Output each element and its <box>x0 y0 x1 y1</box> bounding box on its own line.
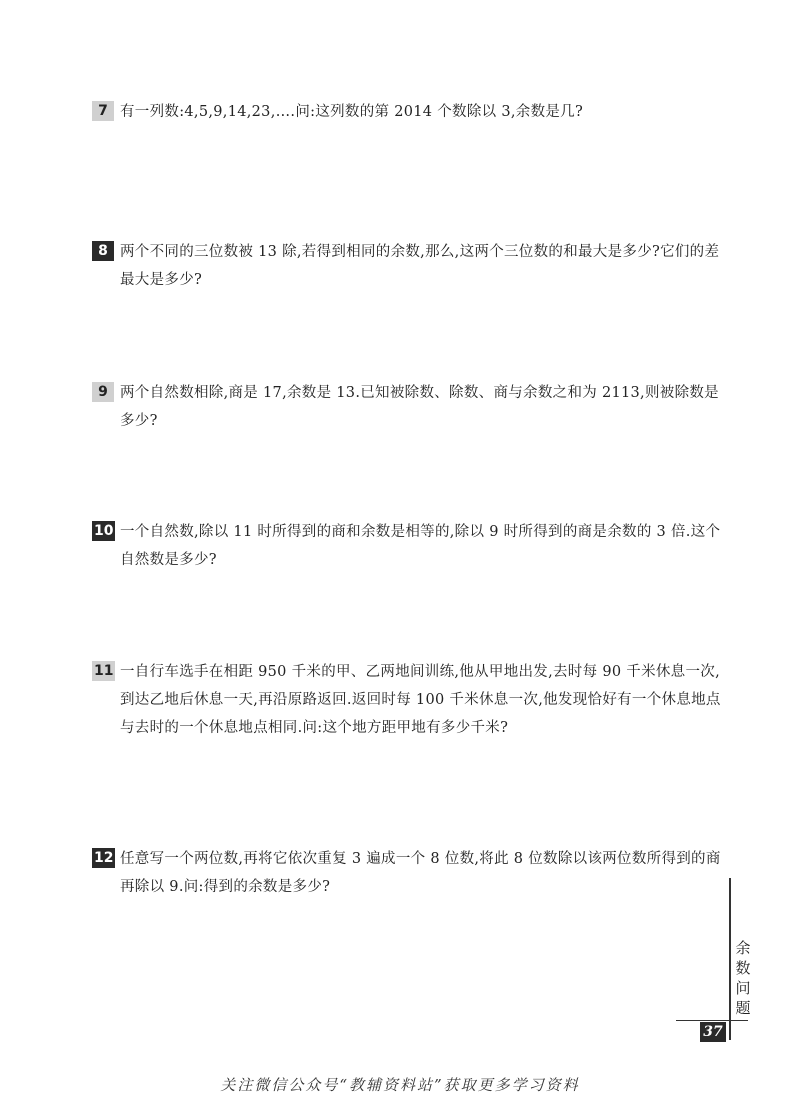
problem-text: 两个自然数相除,商是 17,余数是 13.已知被除数、除数、商与余数之和为 2113,则被除数是多少? <box>120 385 719 429</box>
problem-text: 一自行车选手在相距 950 千米的甲、乙两地间训练,他从甲地出发,去时每 90 千米休息一次,到达乙地后休息一天,再沿原路返回.返回时每 100 千米休息一次,他发现恰好有一个休息地点与去时的一个休息地点相同.问:这个地方距甲地有多少千米? <box>120 664 721 736</box>
problem-10 <box>92 518 722 574</box>
chapter-char: 数 <box>735 959 751 977</box>
problem-number-badge: 12 <box>94 850 114 866</box>
problem-9 <box>92 379 722 435</box>
footer-note: 关注微信公众号“教辅资料站”获取更多学习资料 <box>220 1076 580 1094</box>
problem-12 <box>92 845 722 901</box>
problem-text: 一个自然数,除以 11 时所得到的商和余数是相等的,除以 9 时所得到的商是余数的 3 倍.这个自然数是多少? <box>120 524 721 568</box>
page-number: 37 <box>700 1022 726 1042</box>
problem-7 <box>92 98 722 126</box>
problem-number-badge: 9 <box>92 382 114 402</box>
problem-text: 有一列数:4,5,9,14,23,….问:这列数的第 2014 个数除以 3,余数是几? <box>120 104 584 120</box>
problem-text: 两个不同的三位数被 13 除,若得到相同的余数,那么,这两个三位数的和最大是多少?它们的差最大是多少? <box>120 244 720 288</box>
chapter-label <box>734 938 752 1018</box>
problem-11 <box>92 658 722 742</box>
problem-number-badge: 11 <box>94 663 114 679</box>
chapter-char: 余 <box>735 939 751 957</box>
problem-number-badge: 7 <box>92 101 114 121</box>
side-divider <box>729 878 731 1040</box>
problem-number-badge: 8 <box>92 241 114 261</box>
chapter-char: 问 <box>735 979 751 997</box>
problem-8 <box>92 238 722 294</box>
problem-number-badge: 10 <box>94 523 114 539</box>
problem-text: 任意写一个两位数,再将它依次重复 3 遍成一个 8 位数,将此 8 位数除以该两位数所得到的商再除以 9.问:得到的余数是多少? <box>120 851 721 895</box>
chapter-char: 题 <box>735 999 751 1017</box>
page-number-rule <box>676 1020 748 1021</box>
